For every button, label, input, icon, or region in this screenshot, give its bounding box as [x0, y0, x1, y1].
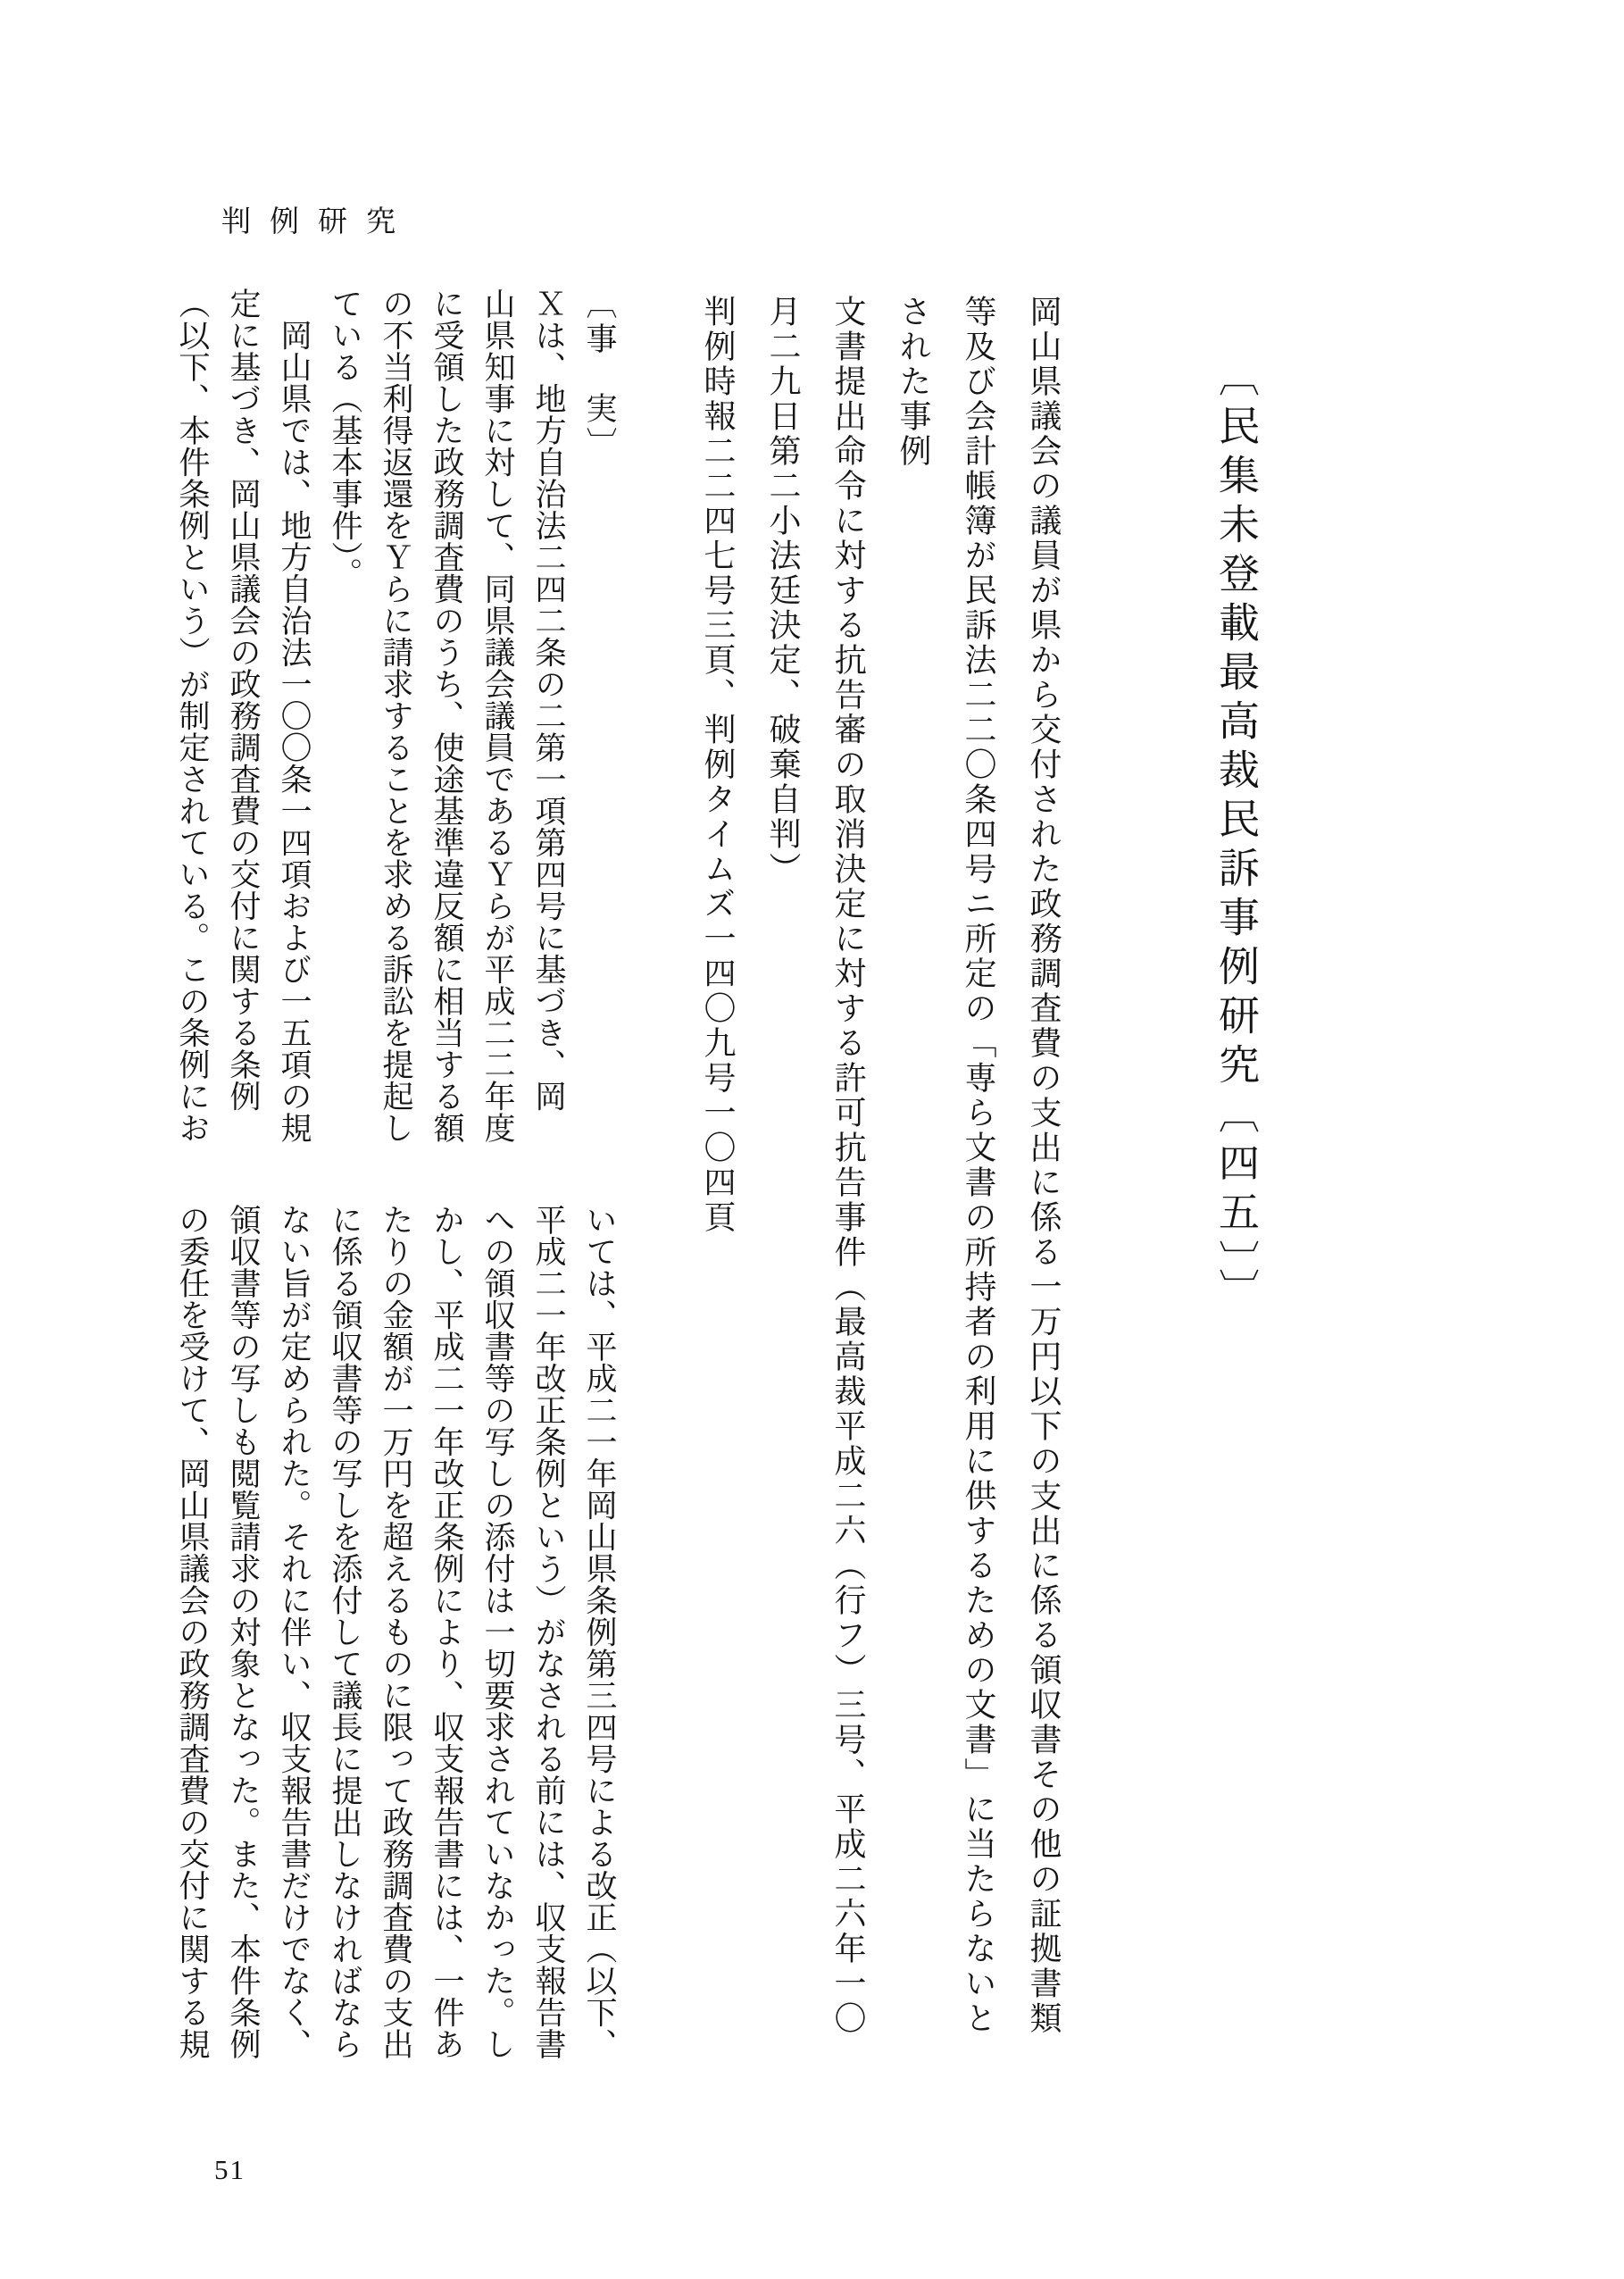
facts-upper-column-4: の不当利得返還をＹらに請求することを求める訴訟を提起し	[379, 288, 413, 1144]
facts-upper-column-3: に受領した政務調査費のうち、使途基準違反額に相当する額	[429, 288, 464, 1144]
facts-heading: 〔事 実〕	[582, 288, 617, 462]
summary-column-2: 等及び会計帳簿が民訴法二二〇条四号ニ所定の「専ら文書の所持者の利用に供するための文書」に当たらないと	[961, 295, 996, 2036]
facts-lower-column-2: 平成二一年改正条例という）がなされる前には、収支報告書	[531, 1204, 566, 2060]
running-header: 判例研究	[221, 206, 414, 238]
facts-lower-column-4: かし、平成二一年改正条例により、収支報告書には、一件あ	[429, 1204, 464, 2060]
case-summary	[685, 295, 1076, 2036]
summary-column-5: 月二九日第二小法廷決定、破棄自判）	[765, 295, 801, 887]
document-title: 〔民集未登載最高裁民訴事例研究〔四五〕〕	[1213, 355, 1259, 1317]
summary-column-3: された事例	[895, 295, 931, 469]
summary-column-6: 判例時報二二四七号三頁、判例タイムズ一四〇九号一〇四頁	[700, 295, 736, 1235]
facts-lower-column-8: 領収書等の写しも閲覧請求の対象となった。また、本件条例	[226, 1204, 261, 2060]
facts-lower-column-9: の委任を受けて、岡山県議会の政務調査費の交付に関する規	[175, 1204, 210, 2060]
facts-lower-column-5: たりの金額が一万円を超えるものに限って政務調査費の支出	[379, 1204, 413, 2060]
facts-upper-column-5: ている（基本事件）。	[328, 288, 362, 589]
facts-lower-column-3: への領収書等の写しの添付は一切要求されていなかった。し	[480, 1204, 515, 2060]
facts-upper-column-6: 岡山県では、地方自治法一〇〇条一四項および一五項の規	[277, 288, 312, 1144]
facts-lower-column-6: に係る領収書等の写しを添付して議長に提出しなければなら	[328, 1204, 362, 2060]
facts-lower-column-7: ない旨が定められた。それに伴い、収支報告書だけでなく、	[277, 1204, 312, 2060]
facts-upper-column-8: （以下、本件条例という）が制定されている。この条例にお	[175, 288, 210, 1144]
facts-section-lower	[167, 1204, 625, 2060]
summary-column-1: 岡山県議会の議員が県から交付された政務調査費の支出に係る一万円以下の支出に係る領収書その他の証拠書類	[1026, 295, 1062, 2036]
summary-column-4: 文書提出命令に対する抗告審の取消決定に対する許可抗告事件（最高裁平成二六（行フ）三号、平成二六年一〇	[830, 295, 866, 2036]
facts-lower-column-1: いては、平成二一年岡山県条例第三四号による改正（以下、	[582, 1204, 617, 2060]
facts-section-upper	[167, 288, 625, 1144]
page-number: 51	[214, 2154, 246, 2185]
facts-upper-column-1: Ｘは、地方自治法二四二条の二第一項第四号に基づき、岡	[531, 288, 566, 1112]
facts-upper-column-7: 定に基づき、岡山県議会の政務調査費の交付に関する条例	[226, 288, 261, 1112]
facts-upper-column-2: 山県知事に対して、同県議会議員であるＹらが平成二二年度	[480, 288, 515, 1144]
